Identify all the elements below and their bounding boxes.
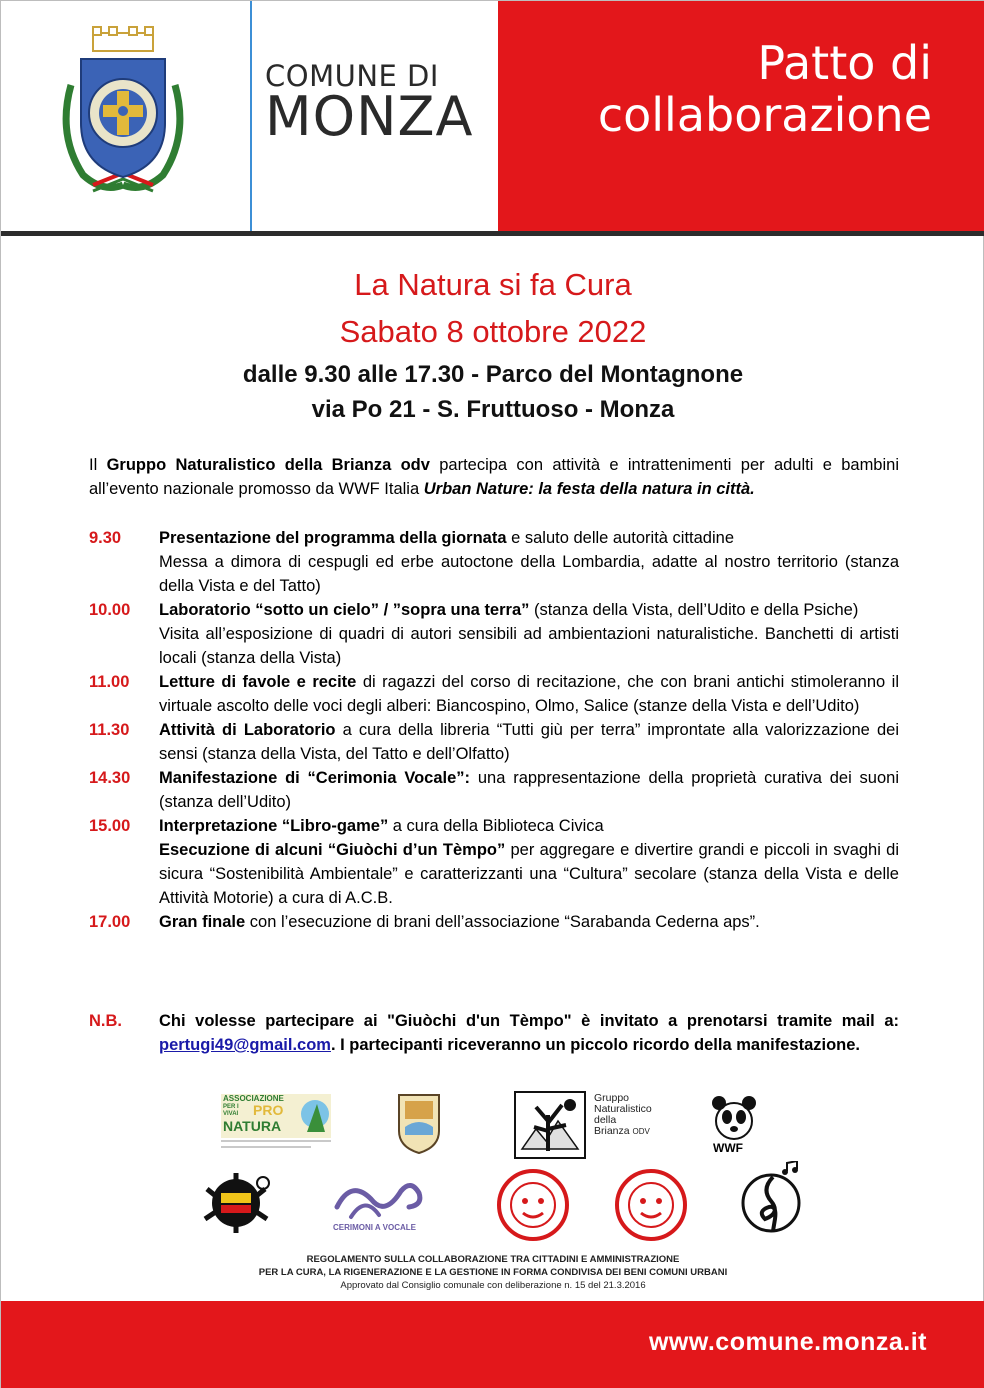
- tree-icon: [514, 1091, 586, 1159]
- website-link[interactable]: www.comune.monza.it: [648, 1328, 927, 1356]
- schedule-text: di ragazzi del corso di recitazione, che con brani antichi stimoleranno il virtuale ascolto delle voci degli alberi: Biancospino, Olmo, Salice (stanze della Vista e dell’Udito): [159, 673, 899, 715]
- monza-coat-of-arms-icon: [53, 25, 193, 203]
- nota-bene: [89, 1009, 899, 1057]
- schedule-extra: Messa a dimora di cespugli ed erbe autoctone della Lombardia, adatte al nostro territorio (stanza della Vista e del Tatto): [159, 553, 899, 595]
- schedule-extra-activity: Esecuzione di alcuni “Giuòchi d’un Tèmpo”: [159, 841, 506, 859]
- gnb-text: [594, 1093, 652, 1137]
- schedule-desc: [159, 718, 899, 766]
- schedule-activity: Letture di favole e recite: [159, 673, 357, 691]
- schedule-time: 15.00: [89, 817, 131, 835]
- schedule-activity: Gran finale: [159, 913, 246, 931]
- nb-text-1: Chi volesse partecipare ai "Giuòchi d'un Tèmpo" è invitato a prenotarsi tramite mail a:: [159, 1012, 899, 1030]
- schedule-text: (stanza della Vista, dell’Udito e della Psiche): [529, 601, 859, 619]
- schedule-desc: [159, 670, 899, 718]
- comune-di-label: COMUNE DI: [265, 59, 439, 93]
- header-rule: [1, 231, 984, 236]
- wwf-label: WWF: [713, 1141, 743, 1155]
- gnb-line-2: Naturalistico: [594, 1103, 652, 1115]
- event-address: via Po 21 - S. Fruttuoso - Monza: [311, 396, 675, 423]
- patto-line-1: Patto di: [757, 36, 932, 90]
- civium-lumen-seal-icon: [495, 1167, 571, 1243]
- gnb-line-4: Brianza: [594, 1125, 630, 1137]
- pro-natura-logo: [221, 1094, 331, 1154]
- schedule-activity: Interpretazione “Libro-game”: [159, 817, 389, 835]
- schedule-text: una rappresentazione della proprietà curativa dei suoni (stanza dell’Udito): [159, 769, 899, 811]
- patto-title: [598, 37, 932, 141]
- schedule-time: 17.00: [89, 913, 131, 931]
- schedule-extra: Visita all’esposizione di quadri di autori sensibili ad ambientazioni naturalistiche. Banchetti di artisti locali (stanza della Vista): [159, 625, 899, 667]
- gruppo-naturalistico-logo: [514, 1091, 684, 1161]
- header: [1, 1, 984, 233]
- intro-middle: partecipa con attività e intrattenimenti per adulti e bambini all’evento nazionale promosso da WWF Italia: [89, 456, 899, 498]
- schedule-activity: Laboratorio “sotto un cielo” / ”sopra una terra”: [159, 601, 530, 619]
- nb-text-2: . I partecipanti riceveranno un piccolo ricordo della manifestazione.: [330, 1036, 861, 1054]
- schedule-time: 11.00: [89, 673, 130, 691]
- schedule-time: 14.30: [89, 769, 131, 787]
- regulation-line-2: PER LA CURA, LA RIGENERAZIONE E LA GESTIONE IN FORMA CONDIVISA DEI BENI COMUNI URBANI: [258, 1267, 728, 1278]
- monza-label: MONZA: [265, 85, 474, 148]
- header-divider: [250, 1, 252, 231]
- schedule-desc: [159, 910, 899, 934]
- pro-natura-pro: PRO: [253, 1102, 284, 1118]
- patto-line-2: collaborazione: [597, 88, 932, 142]
- cerimoni-swirl-icon: [331, 1177, 427, 1221]
- panda-icon: [709, 1091, 759, 1141]
- gnb-line-1: Gruppo: [594, 1092, 630, 1104]
- treble-clef-music-icon: [741, 1161, 803, 1237]
- schedule-item: [89, 766, 899, 814]
- sistema-bibliotecario-seal-icon: [613, 1167, 689, 1243]
- schedule-activity: Attività di Laboratorio: [159, 721, 336, 739]
- schedule-time: 9.30: [89, 529, 122, 547]
- event-title: La Natura si fa Cura: [354, 267, 632, 302]
- shield-emblem-icon: [395, 1091, 443, 1155]
- schedule-item: [89, 526, 899, 598]
- schedule-desc: [159, 598, 899, 670]
- schedule-text: e saluto delle autorità cittadine: [506, 529, 734, 547]
- schedule-item: [89, 814, 899, 910]
- gnb-odv: ODV: [632, 1127, 650, 1136]
- schedule-item: [89, 598, 899, 670]
- regulation-line-1: REGOLAMENTO SULLA COLLABORAZIONE TRA CITTADINI E AMMINISTRAZIONE: [306, 1254, 680, 1265]
- intro-prefix: Il: [89, 456, 107, 474]
- schedule-item: [89, 670, 899, 718]
- schedule-list: [89, 526, 899, 934]
- schedule-extra-text: per aggregare e divertire grandi e piccoli in svaghi di sicura “Sostenibilità Ambientale” e caratterizzanti una “Cultura” secolare (stanza della Vista e delle Attività Motorie) a cura di A.C.B.: [159, 841, 899, 907]
- schedule-activity: Presentazione del programma della giornata: [159, 529, 507, 547]
- regulation-line-3: Approvato dal Consiglio comunale con deliberazione n. 15 del 21.3.2016: [340, 1280, 646, 1291]
- intro-paragraph: [89, 453, 899, 501]
- event-time-place: dalle 9.30 alle 17.30 - Parco del Montagnone: [242, 361, 744, 388]
- intro-org: Gruppo Naturalistico della Brianza odv: [106, 456, 430, 474]
- pro-natura-top: ASSOCIAZIONE: [223, 1094, 284, 1103]
- event-date: Sabato 8 ottobre 2022: [339, 314, 647, 349]
- schedule-desc: [159, 526, 899, 598]
- schedule-text: a cura della libreria “Tutti giù per terra” improntate alla valorizzazione dei sensi (stanza della Vista, del Tatto e dell’Olfatto): [159, 721, 899, 763]
- patto-banner: [498, 1, 984, 231]
- tutti-giu-per-terra-logo-icon: [197, 1169, 275, 1237]
- pro-natura-natura: NATURA: [223, 1118, 282, 1134]
- nb-text: [159, 1009, 899, 1057]
- gnb-line-3: della: [594, 1114, 617, 1126]
- schedule-text: a cura della Biblioteca Civica: [388, 817, 604, 835]
- pro-natura-left: PER I VIVAI: [223, 1104, 239, 1117]
- schedule-item: [89, 910, 899, 934]
- schedule-time: 10.00: [89, 601, 131, 619]
- schedule-time: 11.30: [89, 721, 130, 739]
- schedule-text: con l’esecuzione di brani dell’associazione “Sarabanda Cederna aps”.: [245, 913, 760, 931]
- cerimoni-label: CERIMONI A VOCALE: [333, 1223, 416, 1232]
- nb-label: N.B.: [89, 1012, 122, 1030]
- schedule-activity: Manifestazione di “Cerimonia Vocale”:: [159, 769, 471, 787]
- cerimoni-a-vocale-logo: [331, 1177, 427, 1237]
- schedule-item: [89, 718, 899, 766]
- schedule-desc: [159, 766, 899, 814]
- schedule-desc: [159, 814, 899, 910]
- wwf-logo: [709, 1091, 759, 1157]
- intro-event-name: Urban Nature: la festa della natura in città.: [423, 480, 755, 498]
- email-link[interactable]: pertugi49@gmail.com: [159, 1036, 331, 1054]
